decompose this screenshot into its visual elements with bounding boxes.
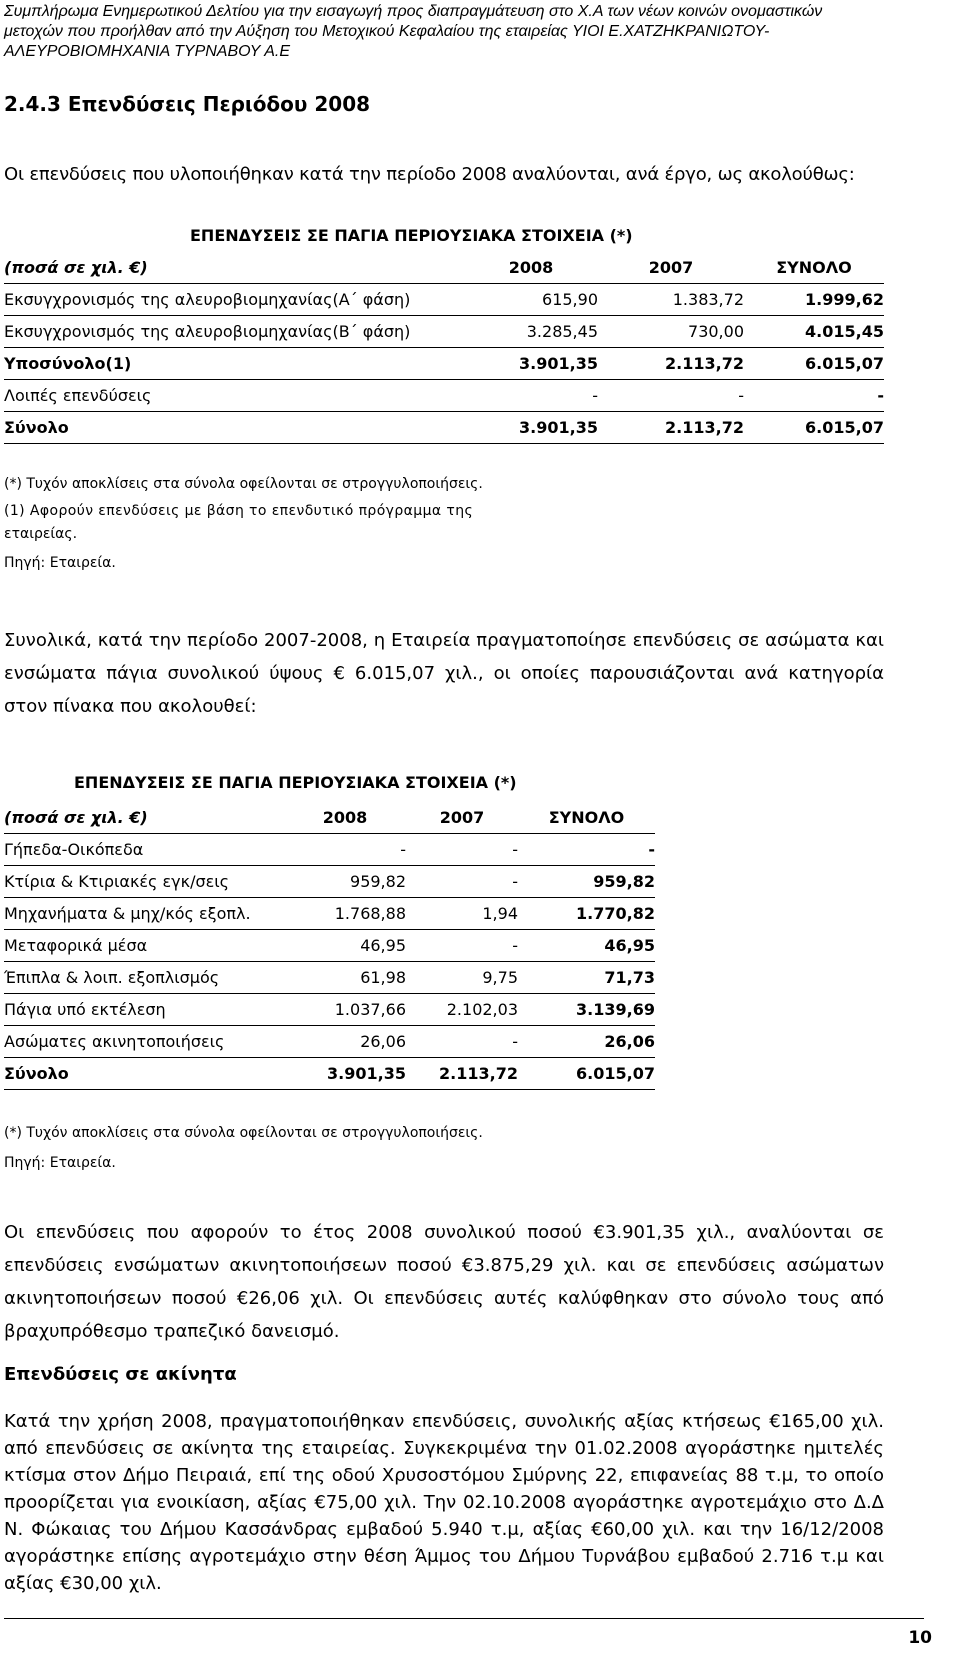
row-label: Μεταφορικά μέσα	[4, 930, 284, 962]
table1-note-program: (1) Αφορούν επενδύσεις με βάση το επενδυτικό πρόγραμμα της	[4, 503, 474, 519]
table2-header-row	[4, 802, 655, 834]
table-row	[4, 380, 884, 412]
cell-total: 6.015,07	[518, 1058, 655, 1090]
cell-total: 1.999,62	[744, 284, 884, 316]
table1-header-row	[4, 252, 884, 284]
cell-total: 3.139,69	[518, 994, 655, 1026]
table1-unit: (ποσά σε χιλ. €)	[4, 252, 464, 284]
investments-by-category-table	[4, 802, 655, 1090]
cell-2007: 9,75	[406, 962, 518, 994]
cell-total: 4.015,45	[744, 316, 884, 348]
cell-2007: 1.383,72	[598, 284, 744, 316]
cell-2008: -	[464, 380, 598, 412]
table1-note-program-cont: εταιρείας.	[4, 526, 78, 542]
table2-col-2008: 2008	[284, 802, 406, 834]
table1-source: Πηγή: Εταιρεία.	[4, 555, 116, 571]
row-label: Πάγια υπό εκτέλεση	[4, 994, 284, 1026]
cell-total: 46,95	[518, 930, 655, 962]
table2-unit: (ποσά σε χιλ. €)	[4, 802, 284, 834]
cell-total: 6.015,07	[744, 348, 884, 380]
table-row	[4, 898, 655, 930]
row-label: Γήπεδα-Οικόπεδα	[4, 834, 284, 866]
cell-total: 6.015,07	[744, 412, 884, 444]
cell-2008: 46,95	[284, 930, 406, 962]
table-row	[4, 834, 655, 866]
cell-2007: -	[406, 930, 518, 962]
table-row	[4, 962, 655, 994]
cell-total: -	[744, 380, 884, 412]
table1-title: ΕΠΕΝΔΥΣΕΙΣ ΣΕ ΠΑΓΙΑ ΠΕΡΙΟΥΣΙΑΚΑ ΣΤΟΙΧΕΙΑ (*)	[190, 226, 633, 245]
table-row	[4, 1026, 655, 1058]
cell-2007: 2.113,72	[598, 348, 744, 380]
row-label: Κτίρια & Κτιριακές εγκ/σεις	[4, 866, 284, 898]
row-label: Λοιπές επενδύσεις	[4, 380, 464, 412]
cell-2007: 2.113,72	[598, 412, 744, 444]
row-label: Σύνολο	[4, 412, 464, 444]
cell-2008: 959,82	[284, 866, 406, 898]
table1-col-2008: 2008	[464, 252, 598, 284]
row-label: Εκσυγχρονισμός της αλευροβιομηχανίας(Β΄ φάση)	[4, 316, 464, 348]
cell-total: -	[518, 834, 655, 866]
row-label: Σύνολο	[4, 1058, 284, 1090]
cell-2008: 615,90	[464, 284, 598, 316]
table1-note-rounding: (*) Τυχόν αποκλίσεις στα σύνολα οφείλονται σε στρογγυλοποιήσεις.	[4, 476, 483, 492]
summary-paragraph: Συνολικά, κατά την περίοδο 2007-2008, η Εταιρεία πραγματοποίησε επενδύσεις σε ασώματα και ενσώματα πάγια συνολικού ύψους € 6.015,07 χιλ., οι οποίες παρουσιάζονται ανά κατηγορία στον πίνακα που ακολουθεί:	[4, 630, 884, 717]
cell-2008: 61,98	[284, 962, 406, 994]
cell-2007: 730,00	[598, 316, 744, 348]
cell-2007: 2.102,03	[406, 994, 518, 1026]
row-label: Ασώματες ακινητοποιήσεις	[4, 1026, 284, 1058]
year-2008-paragraph: Οι επενδύσεις που αφορούν το έτος 2008 συνολικού ποσού €3.901,35 χιλ., αναλύονται σε επενδύσεις ενσώματων ακινητοποιήσεων ποσού €3.875,29 χιλ. και σε επενδύσεις ασώματων ακινητοποιήσεων ποσού €26,06 χιλ. Οι επενδύσεις αυτές καλύφθηκαν στο σύνολο τους από βραχυπρόθεσμο τραπεζικό δανεισμό.	[4, 1222, 884, 1342]
cell-total: 1.770,82	[518, 898, 655, 930]
cell-total: 71,73	[518, 962, 655, 994]
table2-source: Πηγή: Εταιρεία.	[4, 1155, 116, 1171]
cell-2007: -	[406, 866, 518, 898]
real-estate-subheading: Επενδύσεις σε ακίνητα	[4, 1364, 237, 1385]
row-label: Έπιπλα & λοιπ. εξοπλισμός	[4, 962, 284, 994]
table-row	[4, 316, 884, 348]
cell-2008: 3.901,35	[464, 412, 598, 444]
page-number: 10	[908, 1628, 932, 1648]
cell-2008: -	[284, 834, 406, 866]
footer-divider	[4, 1618, 924, 1619]
document-header	[4, 2, 904, 62]
table2-col-total: ΣΥΝΟΛΟ	[518, 802, 655, 834]
table-row	[4, 1058, 655, 1090]
cell-2007: 1,94	[406, 898, 518, 930]
cell-2007: -	[598, 380, 744, 412]
table1-col-2007: 2007	[598, 252, 744, 284]
table2-title: ΕΠΕΝΔΥΣΕΙΣ ΣΕ ΠΑΓΙΑ ΠΕΡΙΟΥΣΙΑΚΑ ΣΤΟΙΧΕΙΑ (*)	[74, 773, 517, 792]
cell-2008: 3.285,45	[464, 316, 598, 348]
cell-2008: 1.037,66	[284, 994, 406, 1026]
cell-2008: 3.901,35	[464, 348, 598, 380]
cell-2007: -	[406, 834, 518, 866]
table-row	[4, 284, 884, 316]
investments-by-project-table	[4, 252, 884, 444]
real-estate-paragraph: Κατά την χρήση 2008, πραγματοποιήθηκαν επενδύσεις, συνολικής αξίας κτήσεως €165,00 χιλ. από επενδύσεις σε ακίνητα της εταιρείας. Συγκεκριμένα την 01.02.2008 αγοράστηκε ημιτελές κτίσμα στον Δήμο Πειραιά, επί της οδού Χρυσοστόμου Σμύρνης 22, επιφανείας 88 τ.μ, το οποίο προορίζεται για ενοικίαση, αξίας €75,00 χιλ. Την 02.10.2008 αγοράστηκε αγροτεμάχιο στο Δ.Δ Ν. Φώκαιας του Δήμου Κασσάνδρας εμβαδού 5.940 τ.μ, αξίας €60,00 χιλ. και την 16/12/2008 αγοράστηκε επίσης αγροτεμάχιο στην θέση Άμμος του Δήμου Τυρνάβου εμβαδού 2.716 τ.μ και αξίας €30,00 χιλ.	[4, 1411, 884, 1594]
intro-text: Οι επενδύσεις που υλοποιήθηκαν κατά την περίοδο 2008 αναλύονται, ανά έργο, ως ακολούθως:	[4, 164, 855, 185]
table2-col-2007: 2007	[406, 802, 518, 834]
cell-total: 26,06	[518, 1026, 655, 1058]
table-row	[4, 866, 655, 898]
row-label: Εκσυγχρονισμός της αλευροβιομηχανίας(Α΄ φάση)	[4, 284, 464, 316]
table-row	[4, 348, 884, 380]
cell-total: 959,82	[518, 866, 655, 898]
row-label: Μηχανήματα & μηχ/κός εξοπλ.	[4, 898, 284, 930]
cell-2007: 2.113,72	[406, 1058, 518, 1090]
header-line-2: μετοχών που προήλθαν από την Αύξηση του Μετοχικού Κεφαλαίου της εταιρείας ΥΙΟΙ Ε.ΧΑΤΖΗΚΡΑΝΙΩΤΟΥ-	[4, 23, 770, 40]
header-line-1: Συμπλήρωμα Ενημερωτικού Δελτίου για την εισαγωγή προς διαπραγμάτευση στο Χ.Α των νέων κοινών ονομαστικών	[4, 3, 823, 20]
cell-2008: 3.901,35	[284, 1058, 406, 1090]
table-row	[4, 994, 655, 1026]
cell-2007: -	[406, 1026, 518, 1058]
cell-2008: 26,06	[284, 1026, 406, 1058]
table2-note-rounding: (*) Τυχόν αποκλίσεις στα σύνολα οφείλονται σε στρογγυλοποιήσεις.	[4, 1125, 483, 1141]
table1-col-total: ΣΥΝΟΛΟ	[744, 252, 884, 284]
row-label: Υποσύνολο(1)	[4, 348, 464, 380]
cell-2008: 1.768,88	[284, 898, 406, 930]
table-row	[4, 930, 655, 962]
section-title: 2.4.3 Επενδύσεις Περιόδου 2008	[4, 92, 371, 116]
table-row	[4, 412, 884, 444]
header-line-3: ΑΛΕΥΡΟΒΙΟΜΗΧΑΝΙΑ ΤΥΡΝΑΒΟΥ Α.Ε	[4, 43, 291, 60]
